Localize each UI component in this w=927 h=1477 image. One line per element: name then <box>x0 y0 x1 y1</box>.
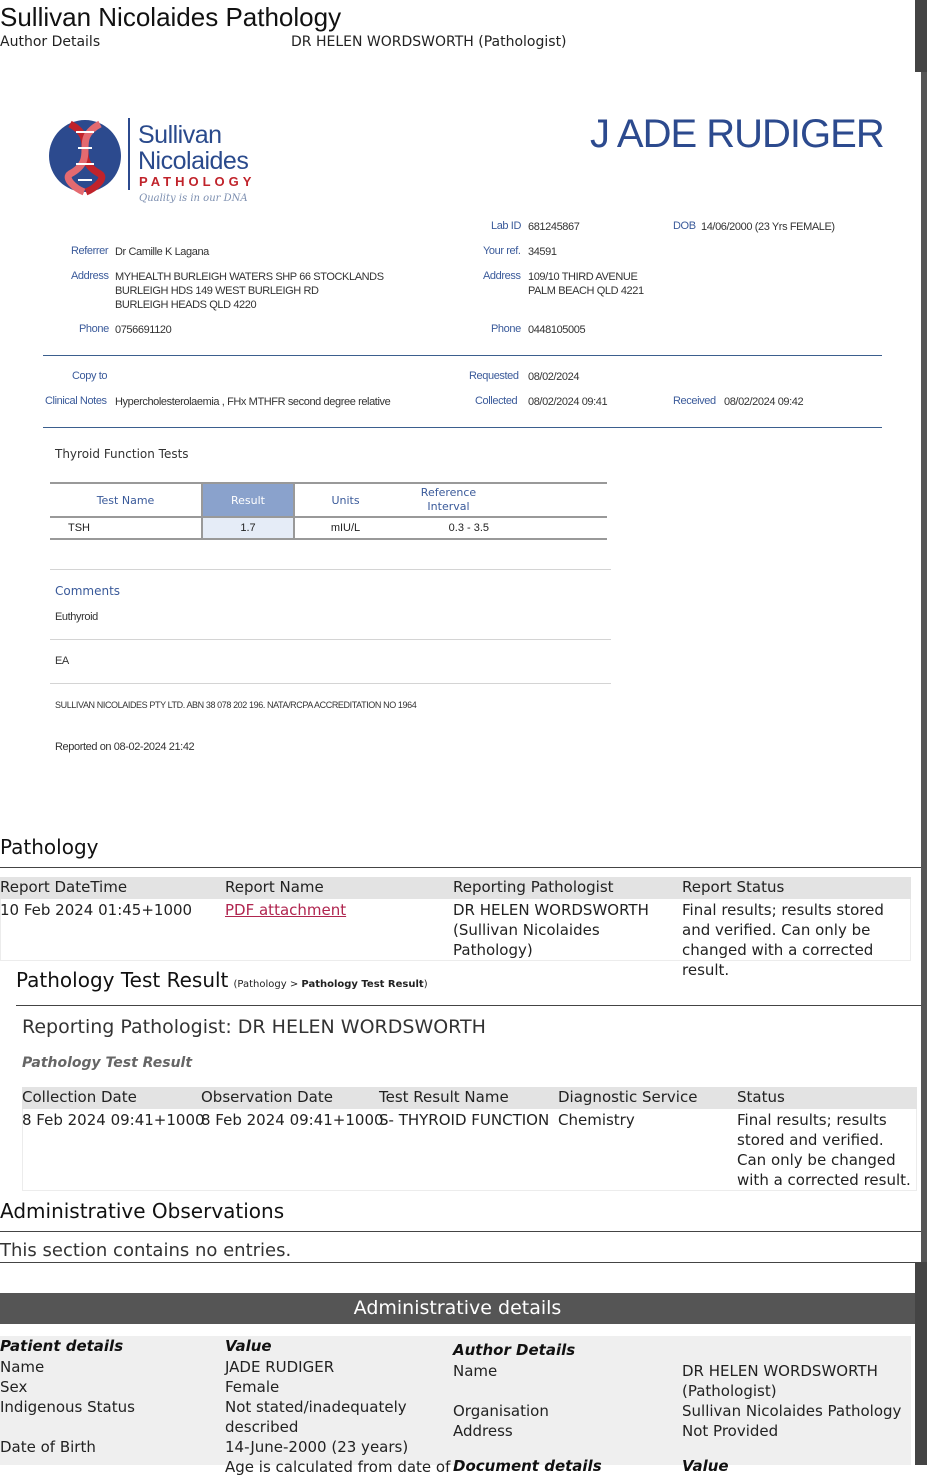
indigenous-status: Not stated/inadequately described <box>225 1398 407 1436</box>
cell-reference: 0.3 - 3.5 <box>396 517 501 539</box>
clinical-notes-label: Clinical Notes <box>45 395 107 407</box>
address: Not Provided <box>682 1422 779 1440</box>
name-label: Name <box>0 1358 45 1376</box>
clinical-notes: Hypercholesterolaemia , FHx MTHFR second degree relative <box>115 396 391 408</box>
copy-to-label: Copy to <box>72 370 108 382</box>
indigenous-label: Indigenous Status <box>0 1398 135 1416</box>
received-label: Received <box>673 395 716 407</box>
admin-observations-heading: Administrative Observations <box>0 1199 285 1223</box>
report-footer: SULLIVAN NICOLAIDES PTY LTD. ABN 38 078 202 196. NATA/RCPA ACCREDITATION NO 1964 <box>55 700 417 710</box>
results-table <box>50 482 607 540</box>
dob: 14/06/2000 (23 Yrs FEMALE) <box>701 221 835 233</box>
value-heading: Value <box>225 1337 272 1355</box>
patient-phone-label: Phone <box>491 323 521 335</box>
col-units: Units <box>294 483 396 517</box>
requested: 08/02/2024 <box>528 371 580 383</box>
reporting-pathologist-title: Reporting Pathologist: DR HELEN WORDSWORTH <box>22 1016 486 1038</box>
pdf-attachment-link[interactable]: PDF attachment <box>225 901 347 919</box>
observation-date: 8 Feb 2024 09:41+1000 <box>201 1111 384 1129</box>
referrer-phone: 0756691120 <box>115 324 172 336</box>
author-name-label: Name <box>453 1362 498 1380</box>
your-ref-label: Your ref. <box>483 245 521 257</box>
col-collection-date: Collection Date <box>22 1088 137 1106</box>
collection-date: 8 Feb 2024 09:41+1000 <box>22 1111 205 1129</box>
dna-logo-icon <box>46 118 124 194</box>
organisation: Sullivan Nicolaides Pathology <box>682 1402 902 1420</box>
patient-dob: 14-June-2000 (23 years) <box>225 1438 409 1456</box>
reported-on: Reported on 08-02-2024 21:42 <box>55 741 195 753</box>
dob-label: DOB <box>673 220 696 232</box>
logo-pathology: PATHOLOGY <box>139 174 256 189</box>
col-result: Result <box>202 483 294 517</box>
received: 08/02/2024 09:42 <box>724 396 804 408</box>
admin-details-bar: Administrative details <box>0 1293 915 1324</box>
col-status: Status <box>737 1088 785 1106</box>
patient-details-heading: Patient details <box>0 1337 124 1355</box>
collected-label: Collected <box>475 395 518 407</box>
organisation-label: Organisation <box>453 1402 549 1420</box>
test-result-name: S- THYROID FUNCTION <box>379 1111 550 1129</box>
document-details-heading: Document details <box>453 1457 602 1475</box>
test-result-heading: Pathology Test Result (Pathology > Pathology Test Result) <box>16 968 428 992</box>
your-ref: 34591 <box>528 246 557 258</box>
referrer-address-2: BURLEIGH HDS 149 WEST BURLEIGH RD <box>115 285 319 297</box>
author-details-value: DR HELEN WORDSWORTH (Pathologist) <box>291 34 567 50</box>
requested-label: Requested <box>469 370 519 382</box>
comments-label: Comments <box>55 584 121 598</box>
report-datetime: 10 Feb 2024 01:45+1000 <box>0 901 193 919</box>
col-diagnostic-service: Diagnostic Service <box>558 1088 698 1106</box>
comment: Euthyroid <box>55 611 98 623</box>
address-label: Address <box>453 1422 513 1440</box>
col-observation-date: Observation Date <box>201 1088 333 1106</box>
test-status: Final results; results stored and verified. Can only be changed with a corrected result. <box>737 1111 911 1189</box>
col-test-name: Test Name <box>50 483 202 517</box>
diagnostic-service: Chemistry <box>558 1111 635 1129</box>
logo-name-2: Nicolaides <box>138 147 249 175</box>
col-report-status: Report Status <box>682 878 785 896</box>
col-test-result-name: Test Result Name <box>379 1088 509 1106</box>
test-group-title: Thyroid Function Tests <box>55 447 189 461</box>
initials: EA <box>55 655 69 667</box>
patient-address-label: Address <box>483 270 521 282</box>
lab-title: Sullivan Nicolaides Pathology <box>0 2 342 32</box>
collected: 08/02/2024 09:41 <box>528 396 608 408</box>
author-name: DR HELEN WORDSWORTH (Pathologist) <box>682 1362 878 1400</box>
lab-id: 681245867 <box>528 221 580 233</box>
logo-name-1: Sullivan <box>138 121 222 149</box>
patient-name-heading: J ADE RUDIGER <box>590 112 884 156</box>
value-heading-2: Value <box>682 1457 729 1475</box>
patient-phone: 0448105005 <box>528 324 586 336</box>
lab-id-label: Lab ID <box>491 220 522 232</box>
no-entries-text: This section contains no entries. <box>0 1240 292 1261</box>
referrer-address-3: BURLEIGH HEADS QLD 4220 <box>115 299 257 311</box>
col-report-name: Report Name <box>225 878 324 896</box>
dob-label: Date of Birth <box>0 1438 96 1456</box>
col-reference: Reference Interval <box>396 483 501 517</box>
patient-address-2: PALM BEACH QLD 4221 <box>528 285 644 297</box>
report-document <box>0 72 921 832</box>
cell-units: mIU/L <box>294 517 396 539</box>
col-reporting-pathologist: Reporting Pathologist <box>453 878 614 896</box>
author-details-heading: Author Details <box>453 1341 576 1359</box>
cell-test-name: TSH <box>50 517 202 539</box>
referrer-address-1: MYHEALTH BURLEIGH WATERS SHP 66 STOCKLANDS <box>115 271 384 283</box>
referrer: Dr Camille K Lagana <box>115 246 209 258</box>
logo-tagline: Quality is in our DNA <box>139 193 248 204</box>
sex-label: Sex <box>0 1378 28 1396</box>
col-report-datetime: Report DateTime <box>0 878 128 896</box>
patient-name: JADE RUDIGER <box>225 1358 335 1376</box>
referrer-address-label: Address <box>71 270 109 282</box>
test-result-subtitle: Pathology Test Result <box>22 1055 193 1071</box>
patient-address-1: 109/10 THIRD AVENUE <box>528 271 638 283</box>
age-note: Age is calculated from date of <box>225 1458 451 1476</box>
author-details-label: Author Details <box>0 34 101 50</box>
report-status: Final results; results stored and verified. Can only be changed with a corrected result. <box>682 901 884 979</box>
referrer-label: Referrer <box>71 245 109 257</box>
pathology-heading: Pathology <box>0 835 99 859</box>
table-row <box>50 517 607 539</box>
referrer-phone-label: Phone <box>79 323 109 335</box>
patient-sex: Female <box>225 1378 280 1396</box>
breadcrumb: (Pathology > Pathology Test Result) <box>233 979 428 990</box>
cell-result: 1.7 <box>202 517 294 539</box>
reporting-pathologist: DR HELEN WORDSWORTH (Sullivan Nicolaides Pathology) <box>453 901 649 959</box>
